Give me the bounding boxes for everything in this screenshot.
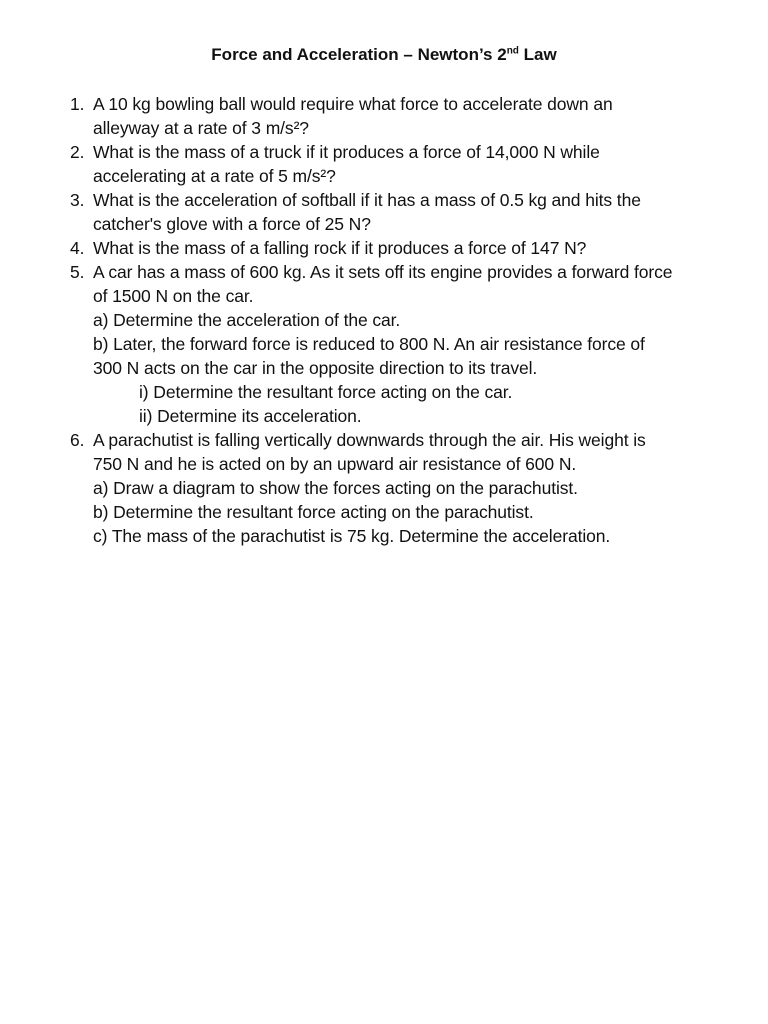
subquestion-line: b) Later, the forward force is reduced to 800 N. An air resistance force of <box>93 334 645 354</box>
page-title <box>0 44 768 66</box>
subquestion-line: 300 N acts on the car in the opposite direction to its travel. <box>93 358 538 378</box>
question-number: 5. <box>70 262 85 282</box>
question-line: of 1500 N on the car. <box>93 286 254 306</box>
question-line: A parachutist is falling vertically downwards through the air. His weight is <box>93 430 646 450</box>
question-line: A car has a mass of 600 kg. As it sets off its engine provides a forward force <box>93 262 673 282</box>
question-number: 3. <box>70 190 85 210</box>
question-number: 6. <box>70 430 85 450</box>
question-line: alleyway at a rate of 3 m/s²? <box>93 118 309 138</box>
subquestion-line: ii) Determine its acceleration. <box>139 406 362 426</box>
question-line: accelerating at a rate of 5 m/s²? <box>93 166 336 186</box>
title-superscript: nd <box>506 45 519 57</box>
question-line: 750 N and he is acted on by an upward air resistance of 600 N. <box>93 454 577 474</box>
question-number: 4. <box>70 238 85 258</box>
question-line: What is the mass of a falling rock if it produces a force of 147 N? <box>93 238 587 258</box>
subquestion-line: a) Determine the acceleration of the car. <box>93 310 401 330</box>
question-line: A 10 kg bowling ball would require what force to accelerate down an <box>93 94 613 114</box>
title-main: Force and Acceleration – Newton’s 2 <box>211 45 507 64</box>
question-number: 1. <box>70 94 85 114</box>
question-line: What is the mass of a truck if it produces a force of 14,000 N while <box>93 142 600 162</box>
subquestion-line: i) Determine the resultant force acting on the car. <box>139 382 513 402</box>
subquestion-line: a) Draw a diagram to show the forces acting on the parachutist. <box>93 478 578 498</box>
question-line: catcher's glove with a force of 25 N? <box>93 214 371 234</box>
title-end: Law <box>518 45 557 64</box>
subquestion-line: b) Determine the resultant force acting on the parachutist. <box>93 502 534 522</box>
question-line: What is the acceleration of softball if it has a mass of 0.5 kg and hits the <box>93 190 641 210</box>
question-number: 2. <box>70 142 85 162</box>
subquestion-line: c) The mass of the parachutist is 75 kg. Determine the acceleration. <box>93 526 611 546</box>
